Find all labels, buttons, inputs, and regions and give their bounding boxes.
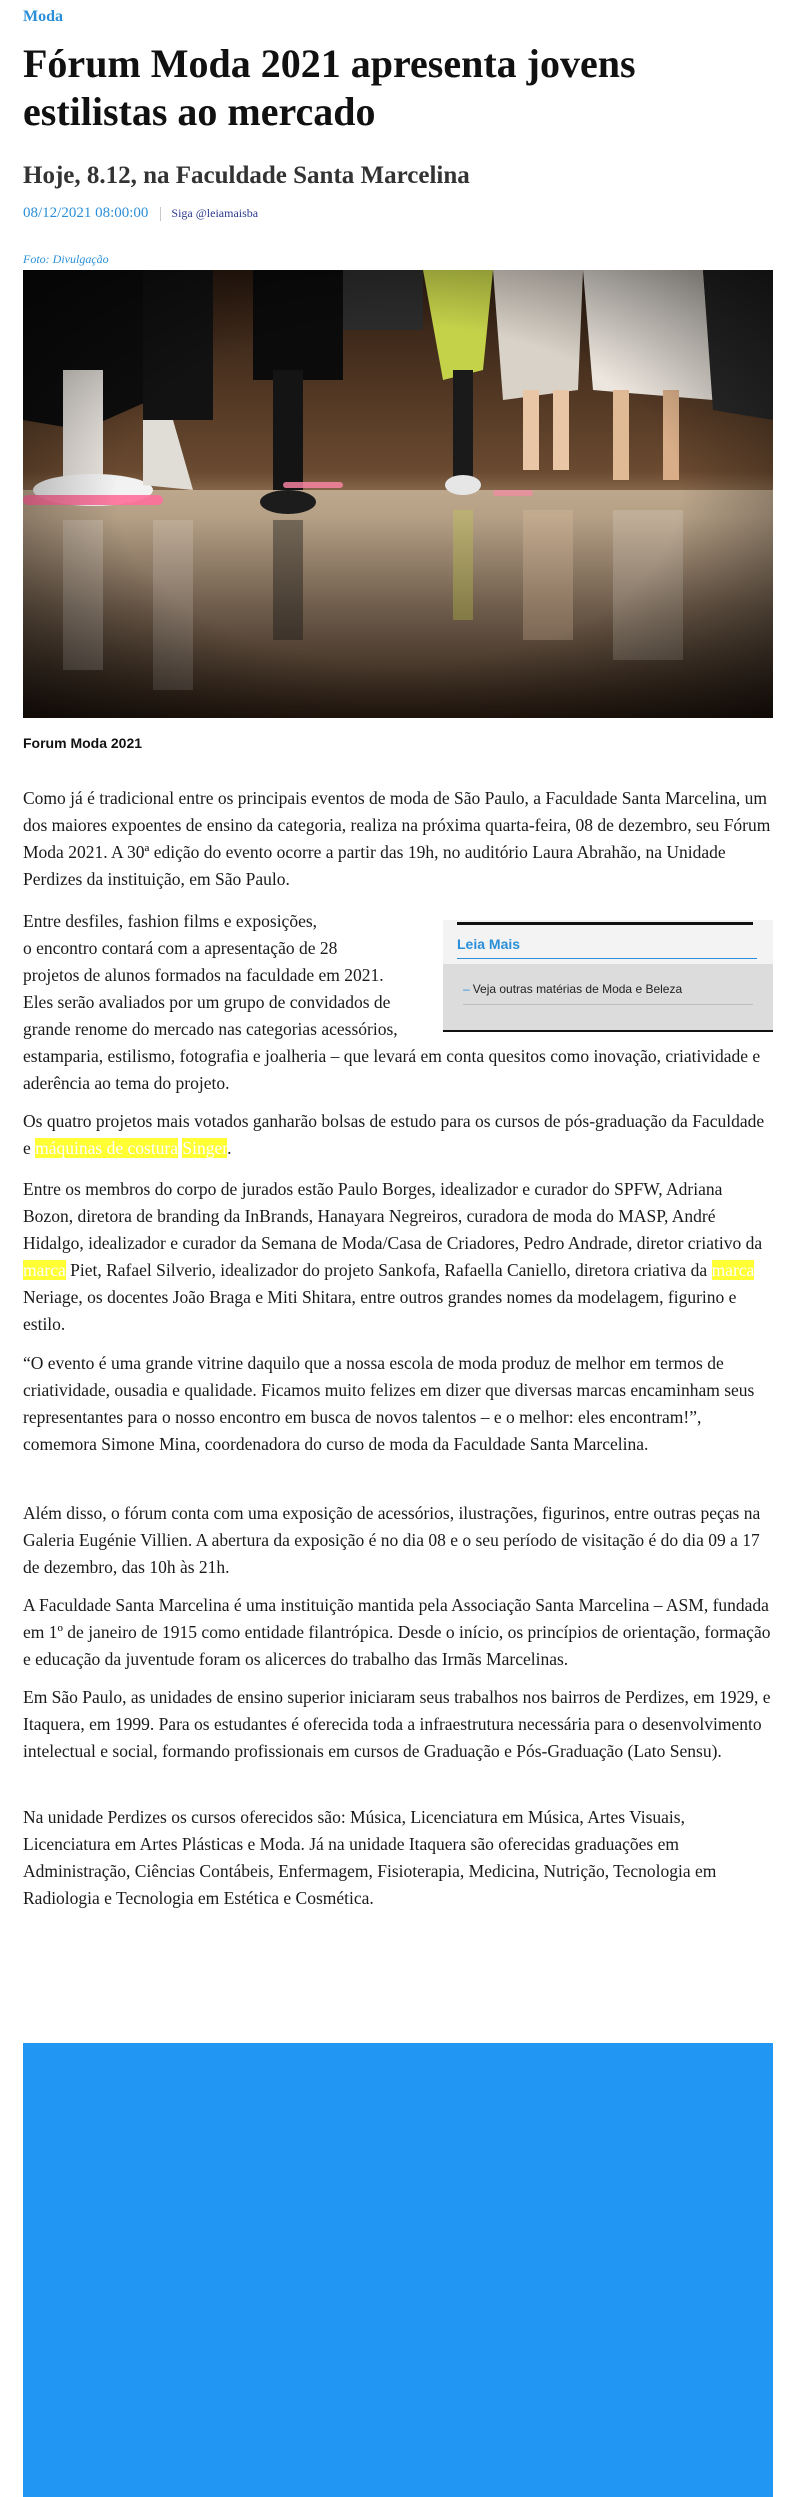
paragraph-exhibition: Além disso, o fórum conta com uma exposição de acessórios, ilustrações, figurinos, entre outras peças na Galeria Eugénie Villien. A abertura da exposição é no dia 08 e o seu período de visitação é do dia 09 a 17 de dezembro, das 10h às 21h. — [23, 1503, 761, 1577]
leia-mais-box — [443, 920, 773, 1032]
paragraph-jury-text: Piet, Rafael Silverio, idealizador do projeto Sankofa, Rafaella Caniello, diretora criativa da — [65, 1260, 712, 1280]
paragraph-jury-text: Neriage, os docentes João Braga e Miti Shitara, entre outros grandes nomes da modelagem, figurino e estilo. — [23, 1287, 737, 1334]
period-text: . — [227, 1138, 232, 1158]
paragraph-events-line: projetos de alunos formados na faculdade em 2021. — [23, 965, 384, 985]
highlight-singer: Singer — [182, 1138, 228, 1158]
leia-mais-bottom-rule — [443, 1030, 773, 1032]
paragraph-events-line: grande renome do mercado nas categorias acessórios, — [23, 1019, 398, 1039]
paragraph-events-intro — [23, 908, 423, 1043]
follow-link[interactable]: Siga @leiamaisba — [171, 206, 259, 220]
highlight-sewing-machines: máquinas de costura — [35, 1138, 179, 1158]
ad-banner[interactable] — [23, 2043, 773, 2497]
photo-caption: Forum Moda 2021 — [23, 735, 143, 751]
leia-mais-body — [443, 964, 773, 1030]
article-meta — [23, 205, 258, 222]
paragraph-jury — [23, 1176, 773, 1338]
paragraph-events-line: Entre desfiles, fashion films e exposições, — [23, 911, 318, 931]
highlight-marca-1: marca — [23, 1260, 66, 1280]
paragraph-courses: Na unidade Perdizes os cursos oferecidos são: Música, Licenciatura em Música, Artes Visuais, Licenciatura em Artes Plásticas e Moda. Já na unidade Itaquera são oferecidas graduações em Administração, Ciências Contábeis, Enfermagem, Fisioterapia, Medicina, Nutrição, Tecnologia em Radiologia e Tecnologia em Estética e Cosmética. — [23, 1807, 717, 1908]
paragraph-campuses: Em São Paulo, as unidades de ensino superior iniciaram seus trabalhos nos bairros de Perdizes, em 1929, e Itaquera, em 1999. Para os estudantes é oferecida toda a infraestrutura necessária para o desenvolvimento intelectual e social, formando profissionais em cursos de Graduação e Pós-Graduação (Lato Sensu). — [23, 1687, 771, 1761]
leia-mais-underline — [457, 958, 757, 959]
highlight-marca-2: marca — [711, 1260, 755, 1280]
paragraph-jury-text: Entre os membros do corpo de jurados estão Paulo Borges, idealizador e curador do SPFW, Adriana Bozon, diretora de branding da InBrands, Hanayara Negreiros, curadora de moda do MASP, André Hidalgo, idealizador e curador da Semana de Moda/Casa de Criadores, Pedro Andrade, diretor criativo da — [23, 1179, 763, 1253]
dash-icon: – — [463, 982, 470, 996]
leia-mais-link-label: Veja outras matérias de Moda e Beleza — [472, 982, 683, 996]
article-subtitle: Hoje, 8.12, na Faculdade Santa Marcelina — [23, 162, 470, 189]
paragraph-intro: Como já é tradicional entre os principais eventos de moda de São Paulo, a Faculdade Santa Marcelina, um dos maiores expoentes de ensino da categoria, realiza na próxima quarta-feira, 08 de dezembro, seu Fórum Moda 2021. A 30ª edição do evento ocorre a partir das 19h, no auditório Laura Abrahão, na Unidade Perdizes da instituição, em São Paulo. — [23, 788, 771, 889]
paragraph-prizes-text: Os quatro projetos mais votados ganharão bolsas de estudo para os cursos de pós-graduação da Faculdade e — [23, 1111, 765, 1158]
leia-mais-top-rule — [457, 922, 753, 925]
paragraph-events-line: Eles serão avaliados por um grupo de convidados de — [23, 992, 391, 1012]
paragraph-institution: A Faculdade Santa Marcelina é uma instituição mantida pela Associação Santa Marcelina – ASM, fundada em 1º de janeiro de 1915 como entidade filantrópica. Desde o início, os princípios de orientação, formação e educação da juventude foram os alicerces do trabalho das Irmãs Marcelinas. — [23, 1595, 771, 1669]
article-title: Fórum Moda 2021 apresenta jovens estilistas ao mercado — [23, 41, 636, 134]
article-photo — [23, 270, 773, 718]
leia-mais-link[interactable] — [463, 982, 682, 996]
leia-mais-item-divider — [463, 1004, 753, 1005]
paragraph-events-rest: estamparia, estilismo, fotografia e joalheria – que levará em conta quesitos como inovação, criatividade e aderência ao tema do projeto. — [23, 1046, 761, 1093]
meta-divider — [160, 207, 161, 221]
photo-credit: Foto: Divulgação — [23, 252, 109, 266]
leia-mais-heading: Leia Mais — [457, 936, 521, 952]
paragraph-events-line: o encontro contará com a apresentação de 28 — [23, 938, 338, 958]
paragraph-prizes — [23, 1108, 773, 1162]
paragraph-quote: “O evento é uma grande vitrine daquilo que a nossa escola de moda produz de melhor em termos de criatividade, ousadia e qualidade. Ficamos muito felizes em dizer que diversas marcas encaminham seus representantes para o nosso encontro em busca de novos talentos – e o melhor: eles encontram!”, comemora Simone Mina, coordenadora do curso de moda da Faculdade Santa Marcelina. — [23, 1353, 755, 1454]
category-link[interactable]: Moda — [23, 8, 63, 25]
publish-date: 08/12/2021 08:00:00 — [23, 205, 149, 221]
